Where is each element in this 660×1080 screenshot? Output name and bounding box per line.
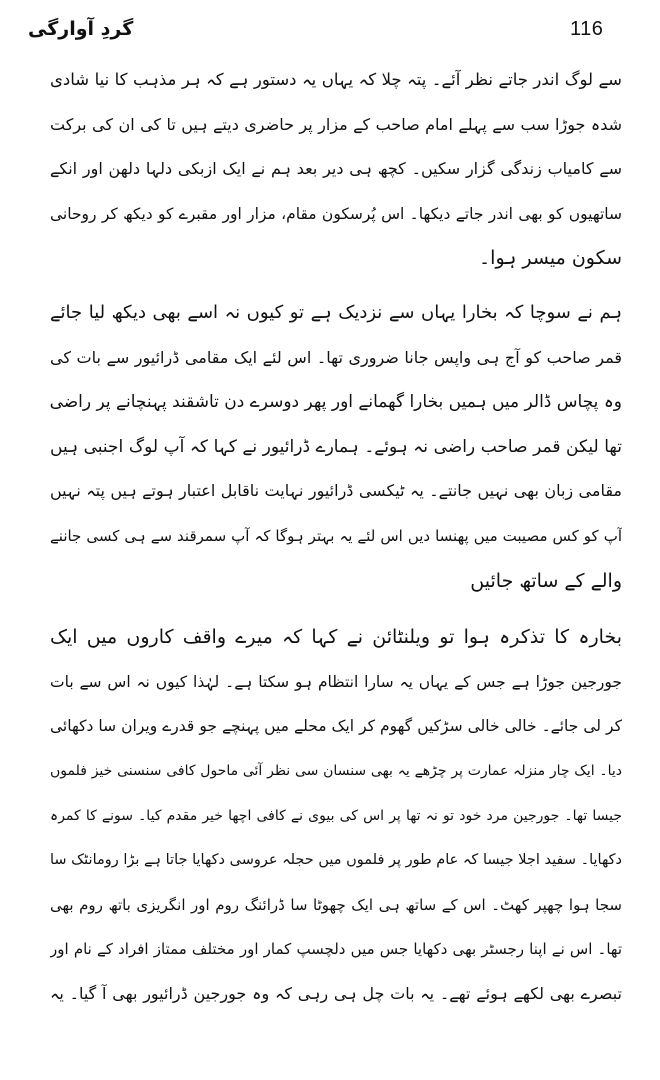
text-line: دکھایا۔ سفید اجلا جیسا کہ عام طور پر فلموں میں حجلہ عروسی دکھایا جاتا ہے بڑا رومانٹک سا	[50, 852, 622, 869]
page-header	[28, 18, 632, 54]
page-body	[50, 58, 622, 1022]
text-line: تھا لیکن قمر صاحب راضی نہ ہوئے۔ ہمارے ڈرائیور نے کہا کہ آپ لوگ اجنبی ہیں	[50, 436, 622, 457]
paragraph	[50, 58, 622, 281]
text-line: سجا ہوا چھپر کھٹ۔ اس کے ساتھ ہی ایک چھوٹا سا ڈرائنگ روم اور انگریزی باتھ روم بھی	[50, 895, 622, 914]
text-line: وہ پچاس ڈالر میں ہمیں بخارا گھمانے اور پھر دوسرے دن تاشقند پہنچانے پر راضی	[50, 392, 622, 413]
paragraph	[50, 615, 622, 1016]
page-number: 116	[570, 18, 604, 40]
text-line: تبصرے بھی لکھے ہوئے تھے۔ یہ بات چل ہی رہی کہ وہ جورجین ڈرائیور بھی آ گیا۔ یہ	[50, 983, 622, 1003]
text-line: سے کامیاب زندگی گزار سکیں۔ کچھ ہی دیر بعد ہم نے ایک ازبکی دلہا دلھن اور انکے	[50, 159, 622, 179]
text-line: دیا۔ ایک چار منزلہ عمارت پر چڑھے یہ بھی سنسان سی نظر آئی ماحول کافی سنسنی خیز فلموں	[50, 762, 622, 779]
text-line: شدہ جوڑا سب سے پہلے امام صاحب کے مزار پر حاضری دیتے ہیں تا کی ان کی برکت	[50, 114, 622, 134]
text-line: جیسا تھا۔ جورجین مرد خود تو نہ تھا پر اس کی بیوی نے کافی اچھا خیر مقدم کیا۔ سونے کا کمرہ	[50, 807, 622, 824]
text-line: تھا۔ اس نے اپنا رجسٹر بھی دکھایا جس میں دلچسپ کمار اور مختلف ممتاز افراد کے نام اور	[50, 940, 622, 959]
text-line: سے لوگ اندر جاتے نظر آئے۔ پتہ چلا کہ یہاں یہ دستور ہے کہ ہر مذہب کا نیا شادی	[50, 70, 622, 89]
paragraph	[50, 291, 622, 603]
book-title: گردِ آوارگی	[28, 18, 134, 40]
text-line: ہم نے سوچا کہ بخارا یہاں سے نزدیک ہے تو کیوں نہ اسے بھی دیکھ لیا جائے	[50, 301, 622, 323]
text-line: ساتھیوں کو بھی اندر جاتے دیکھا۔ اس پُرسکون مقام، مزار اور مقبرے کو دیکھ کر روحانی	[50, 204, 622, 223]
text-line: والے کے ساتھ جائیں	[470, 569, 622, 592]
text-line: آپ کو کس مصیبت میں پھنسا دیں اس لئے یہ بہتر ہوگا کہ آپ سمرقند سے ہی کسی جاننے	[50, 526, 622, 545]
text-line: سکون میسر ہوا۔	[479, 247, 622, 270]
text-line: مقامی زبان بھی نہیں جانتے۔ یہ ٹیکسی ڈرائیور نہایت ناقابل اعتبار ہوتے ہیں پتہ نہیں	[50, 481, 622, 501]
text-line: قمر صاحب کو آج ہی واپس جانا ضروری تھا۔ اس لئے ایک مقامی ڈرائیور سے بات کی	[50, 347, 622, 367]
text-line: جورجین جوڑا ہے جس کے یہاں یہ سارا انتظام ہو سکتا ہے۔ لہٰذا کیوں نہ اس سے بات	[50, 672, 622, 691]
text-line: کر لی جائے۔ خالی خالی سڑکیں گھوم کر ایک محلے میں پہنچے جو قدرے ویران سا دکھائی	[50, 717, 622, 736]
text-line: بخارہ کا تذکرہ ہوا تو ویلنٹائن نے کہا کہ میرے واقف کاروں میں ایک	[50, 626, 622, 649]
